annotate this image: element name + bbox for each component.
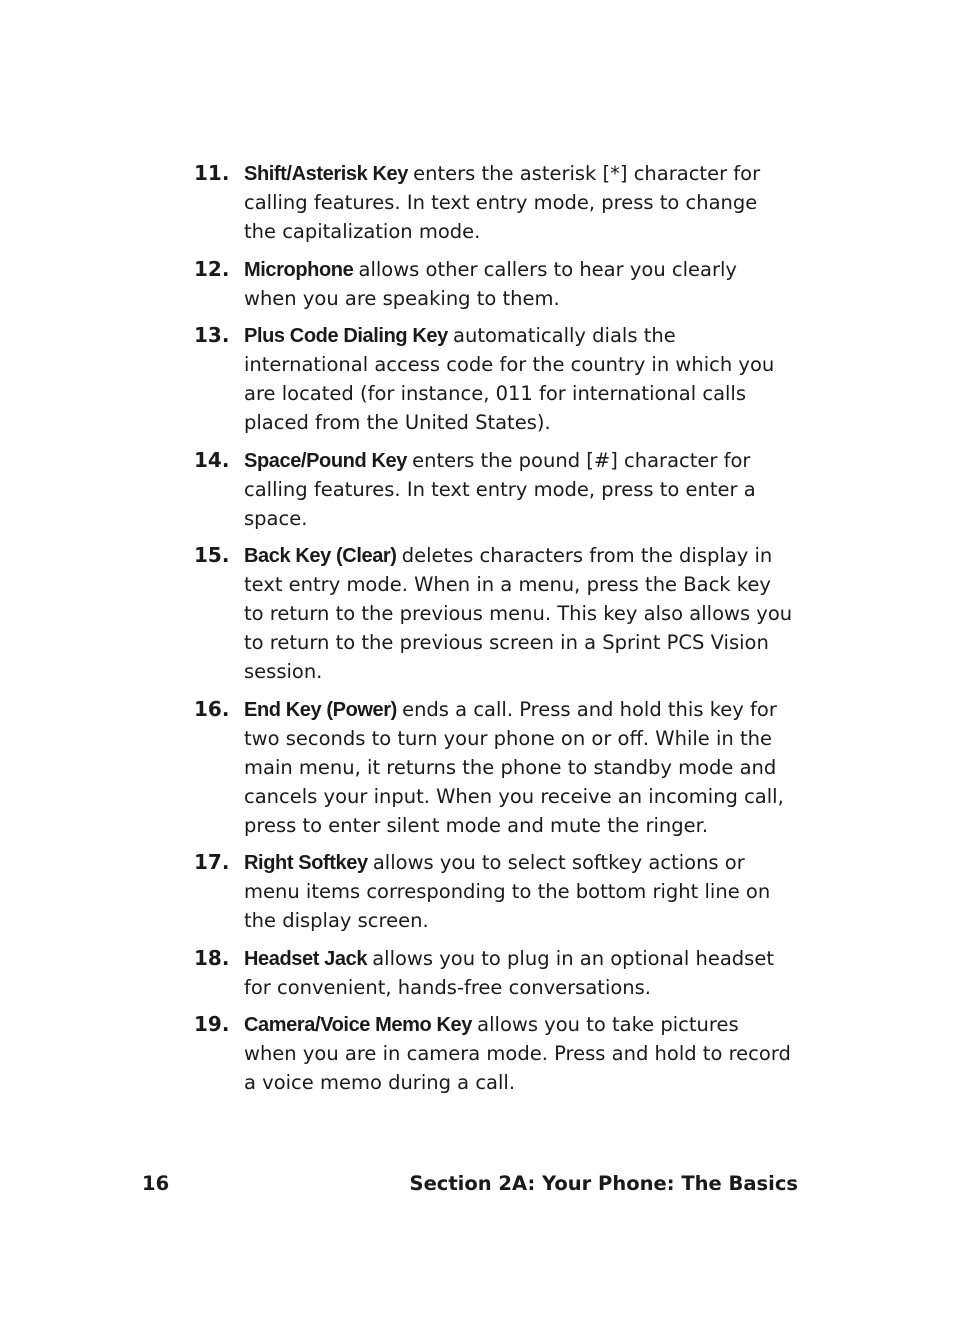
- item-number: 15.: [194, 543, 230, 567]
- item-number: 13.: [194, 323, 230, 347]
- list-item: [194, 944, 794, 1002]
- item-term: Right Softkey: [244, 852, 373, 874]
- item-term: Plus Code Dialing Key: [244, 325, 454, 347]
- item-term: Camera/Voice Memo Key: [244, 1014, 478, 1036]
- list-item: [194, 321, 794, 437]
- list-item: [194, 695, 794, 840]
- item-description: allows you to select softkey actions or menu items corresponding to the bottom right line on the display screen.: [244, 851, 771, 932]
- item-description: automatically dials the international access code for the country in which you are located (for instance, 011 for international calls placed from the United States).: [244, 324, 775, 434]
- item-number: 18.: [194, 945, 230, 970]
- item-term: Headset Jack: [244, 947, 373, 970]
- item-term: Shift/Asterisk Key: [244, 163, 414, 185]
- key-description-list: [194, 159, 794, 1106]
- item-description: deletes characters from the display in text entry mode. When in a menu, press the Back key to return to the previous menu. This key also allows you to return to the previous screen in a Sprint PCS Vision session.: [244, 544, 793, 683]
- list-item: [194, 255, 794, 313]
- section-title: Section 2A: Your Phone: The Basics: [409, 1172, 798, 1195]
- item-term: End Key (Power): [244, 698, 403, 721]
- item-number: 11.: [194, 161, 230, 185]
- list-item: [194, 848, 794, 935]
- page-number: 16: [142, 1172, 170, 1195]
- item-term: Microphone: [244, 258, 359, 281]
- item-description: ends a call. Press and hold this key for two seconds to turn your phone on or off. While in the main menu, it returns the phone to standby mode and cancels your input. When you receive an incoming call, press to enter silent mode and mute the ringer.: [244, 697, 784, 837]
- item-description: allows other callers to hear you clearly when you are speaking to them.: [244, 257, 737, 310]
- page-footer: [0, 1170, 954, 1200]
- item-description: enters the asterisk [*] character for calling features. In text entry mode, press to change the capitalization mode.: [244, 162, 761, 243]
- item-number: 14.: [194, 447, 230, 472]
- item-description: allows you to plug in an optional headset for convenient, hands-free conversations.: [244, 946, 774, 999]
- item-term: Back Key (Clear): [244, 545, 402, 567]
- list-item: [194, 446, 794, 533]
- list-item: [194, 159, 794, 246]
- item-number: 16.: [194, 696, 230, 721]
- item-number: 12.: [194, 256, 230, 281]
- item-term: Space/Pound Key: [244, 449, 413, 472]
- list-item: [194, 1010, 794, 1097]
- list-item: [194, 541, 794, 686]
- item-description: allows you to take pictures when you are in camera mode. Press and hold to record a voice memo during a call.: [244, 1013, 791, 1094]
- item-number: 19.: [194, 1012, 230, 1036]
- item-number: 17.: [194, 850, 230, 874]
- item-description: enters the pound [#] character for calling features. In text entry mode, press to enter a space.: [244, 448, 756, 530]
